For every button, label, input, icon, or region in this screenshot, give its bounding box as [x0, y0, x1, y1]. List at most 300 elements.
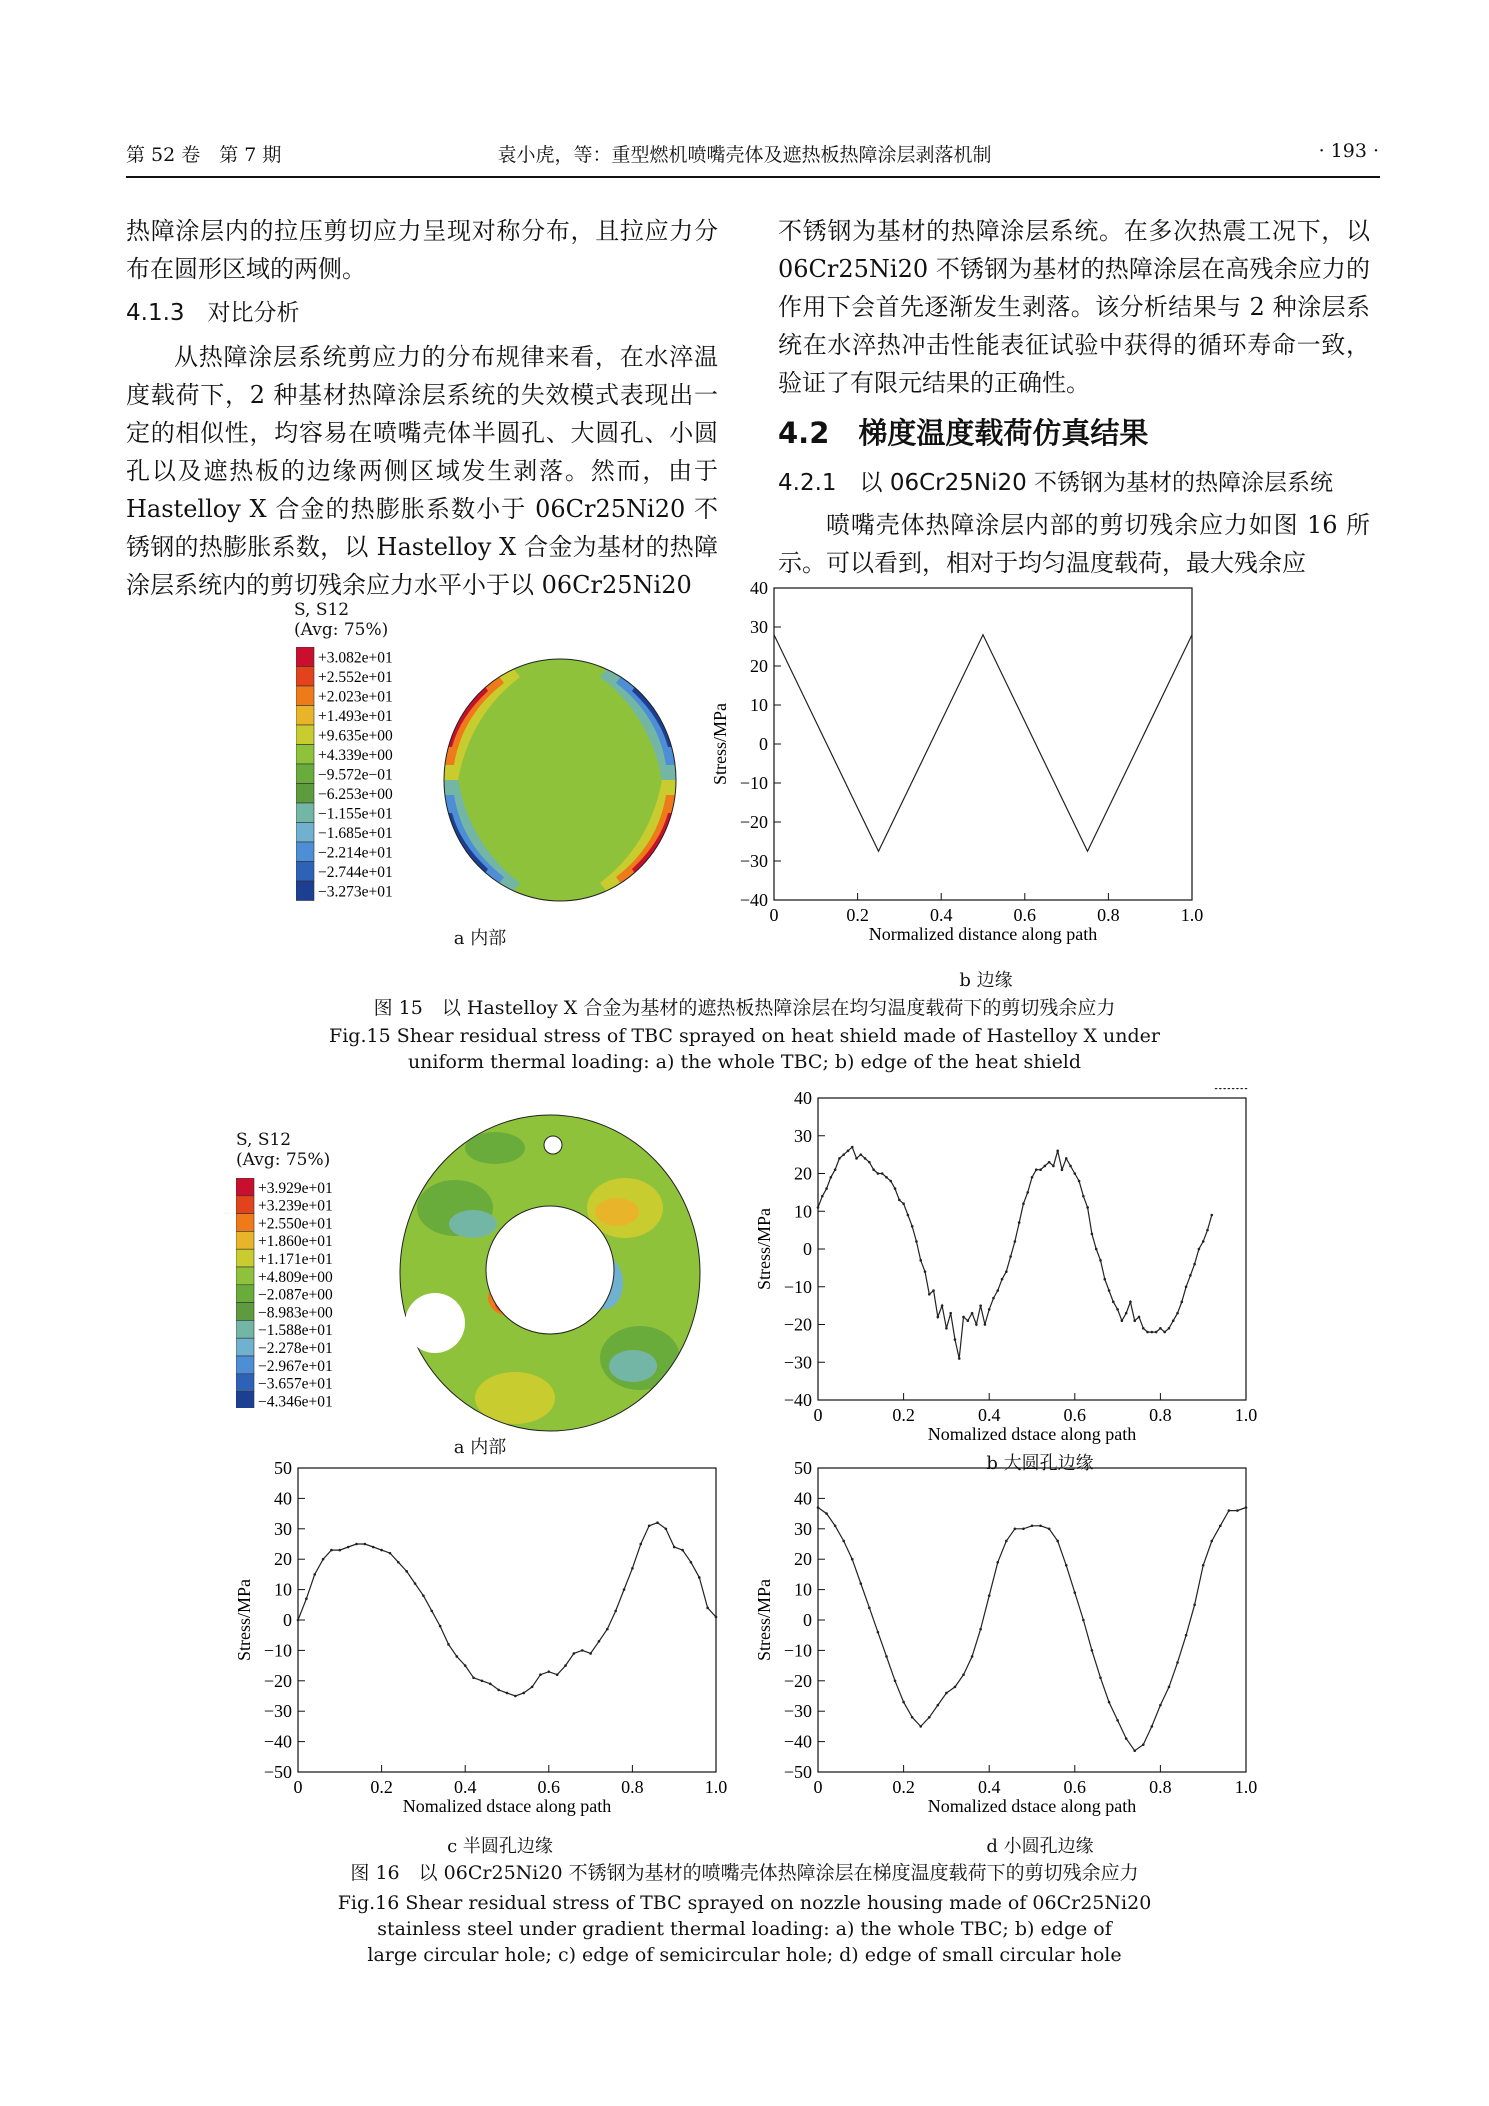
data-point	[949, 1312, 952, 1315]
y-tick-label: 40	[794, 1488, 812, 1509]
legend-swatch	[296, 842, 314, 862]
data-point	[902, 1701, 905, 1704]
legend-swatch	[296, 706, 314, 726]
legend-swatch	[236, 1196, 254, 1214]
data-point	[430, 1610, 433, 1613]
data-point	[531, 1686, 534, 1689]
y-tick-label: 10	[794, 1201, 812, 1222]
legend-value: +1.171e+01	[258, 1250, 333, 1268]
legend-swatch	[236, 1285, 254, 1303]
legend-swatch	[296, 725, 314, 745]
plot-frame	[818, 1098, 1246, 1400]
data-point	[958, 1357, 961, 1360]
legend-value: +3.239e+01	[258, 1197, 333, 1215]
data-point	[979, 1304, 982, 1307]
data-point	[1176, 1661, 1179, 1664]
data-point	[347, 1546, 350, 1549]
data-point	[825, 1512, 828, 1515]
legend-value: +4.339e+00	[318, 747, 393, 765]
data-point	[715, 1616, 718, 1619]
data-point	[1112, 1301, 1115, 1304]
data-point	[1091, 1649, 1094, 1652]
data-point	[838, 1157, 841, 1160]
legend-swatch	[296, 881, 314, 901]
data-point	[1129, 1301, 1132, 1304]
legend-value: −1.588e+01	[258, 1322, 333, 1340]
series-line	[818, 1508, 1246, 1751]
data-point	[548, 1670, 551, 1673]
data-point	[889, 1180, 892, 1183]
data-point	[1061, 1168, 1064, 1171]
x-tick-label: 0.2	[892, 1777, 915, 1797]
y-tick-label: 30	[750, 617, 768, 637]
fig15b-chart	[690, 582, 1230, 987]
data-point	[1014, 1528, 1017, 1531]
data-point	[1108, 1289, 1111, 1292]
data-point	[589, 1652, 592, 1655]
data-point	[945, 1692, 948, 1695]
fig15-caption-en-1: Fig.15 Shear residual stress of TBC sprayed on heat shield made of Hastelloy X under	[329, 1025, 1160, 1047]
x-axis-label: Normalized distance along path	[868, 924, 1098, 944]
data-point	[606, 1628, 609, 1631]
data-point	[1245, 1088, 1248, 1089]
y-tick-label: 30	[794, 1125, 812, 1146]
data-point	[681, 1549, 684, 1552]
x-tick-label: 0.6	[537, 1777, 561, 1797]
data-point	[1151, 1331, 1154, 1334]
data-point	[1052, 1165, 1055, 1168]
x-tick-label: 1.0	[1180, 905, 1204, 925]
y-tick-label: −10	[783, 1276, 812, 1297]
section-heading-4-2: 4.2 梯度温度载荷仿真结果	[778, 416, 1149, 450]
contour-patch	[609, 1350, 657, 1382]
data-point	[988, 1594, 991, 1597]
data-point	[1022, 1202, 1025, 1205]
data-point	[1210, 1540, 1213, 1543]
data-point	[1155, 1331, 1158, 1334]
fig16d-chart	[740, 1460, 1270, 1830]
section-heading-4-2-1: 4.2.1 以 06Cr25Ni20 不锈钢为基材的热障涂层系统	[778, 470, 1334, 496]
data-point	[1151, 1725, 1154, 1728]
data-point	[539, 1673, 542, 1676]
data-point	[842, 1540, 845, 1543]
data-point	[1026, 1191, 1029, 1194]
legend-value: −9.572e−01	[318, 766, 393, 784]
data-point	[397, 1561, 400, 1564]
y-axis-label: Stress/MPa	[234, 1578, 254, 1662]
data-point	[872, 1168, 875, 1171]
x-tick-label: 1.0	[1234, 1777, 1258, 1797]
data-point	[851, 1558, 854, 1561]
data-point	[1138, 1316, 1141, 1319]
data-point	[937, 1704, 940, 1707]
data-point	[988, 1308, 991, 1311]
contour-patch	[587, 1257, 623, 1309]
legend-value: +4.809e+00	[258, 1268, 333, 1286]
y-tick-label: 40	[274, 1488, 292, 1509]
legend-swatch	[236, 1356, 254, 1374]
y-tick-label: 20	[794, 1549, 812, 1570]
legend-swatch	[296, 647, 314, 667]
data-point	[1185, 1285, 1188, 1288]
data-point	[979, 1628, 982, 1631]
data-point	[941, 1304, 944, 1307]
legend-value: +9.635e+00	[318, 727, 393, 745]
data-point	[821, 1195, 824, 1198]
data-point	[954, 1686, 957, 1689]
legend-value: −3.657e+01	[258, 1375, 333, 1393]
data-point	[1069, 1165, 1072, 1168]
y-tick-label: −50	[263, 1762, 292, 1782]
data-point	[1022, 1528, 1025, 1531]
legend-swatch	[236, 1338, 254, 1356]
legend-value: −6.253e+00	[318, 786, 393, 804]
data-point	[1018, 1221, 1021, 1224]
legend-value: +2.550e+01	[258, 1215, 333, 1233]
paragraph: 热障涂层内的拉压剪切应力呈现对称分布，且拉应力分布在圆形区域的两侧。	[126, 217, 718, 283]
data-point	[1116, 1719, 1119, 1722]
data-point	[1074, 1591, 1077, 1594]
data-point	[1078, 1180, 1081, 1183]
data-point	[623, 1588, 626, 1591]
data-point	[1031, 1176, 1034, 1179]
data-point	[1001, 1278, 1004, 1281]
header-volume: 第 52 卷 第 7 期	[126, 144, 282, 166]
data-point	[456, 1655, 459, 1658]
data-point	[1146, 1331, 1149, 1334]
data-point	[673, 1546, 676, 1549]
contour-patch	[595, 1198, 639, 1226]
data-point	[372, 1546, 375, 1549]
data-point	[1142, 1327, 1145, 1330]
data-point	[928, 1716, 931, 1719]
x-tick-label: 0.6	[1063, 1777, 1087, 1797]
legend-value: −2.744e+01	[318, 864, 393, 882]
fig15-label-b: b 边缘	[959, 970, 1013, 991]
data-point	[339, 1549, 342, 1552]
data-point	[297, 1619, 300, 1622]
fig16-label-a: a 内部	[453, 1437, 507, 1458]
data-point	[573, 1652, 576, 1655]
x-tick-label: 0.6	[1063, 1405, 1087, 1425]
data-point	[1082, 1195, 1085, 1198]
header-title: 袁小虎，等：重型燃机喷嘴壳体及遮热板热障涂层剥落机制	[497, 144, 992, 166]
paragraph: 不锈钢为基材的热障涂层系统。在多次热震工况下，以 06Cr25Ni20 不锈钢为基材的热障涂层在高残余应力的作用下会首先逐渐发生剥落。该分析结果与 2 种涂层系统在水淬热冲击性能表征试验中获得的循环寿命一致，验证了有限元结果的正确性。	[778, 217, 1370, 397]
fig16-label-b: b 大圆孔边缘	[986, 1453, 1094, 1474]
data-point	[1005, 1540, 1008, 1543]
data-point	[1202, 1240, 1205, 1243]
data-point	[1039, 1168, 1042, 1171]
x-tick-label: 0	[813, 1405, 823, 1425]
x-axis-label: Nomalized dstace along path	[402, 1796, 612, 1816]
x-tick-label: 0.8	[1097, 905, 1120, 925]
y-tick-label: −40	[783, 1390, 812, 1410]
y-tick-label: −10	[739, 773, 768, 793]
data-point	[1159, 1327, 1162, 1330]
data-point	[631, 1567, 634, 1570]
fig16-caption-en-1: Fig.16 Shear residual stress of TBC sprayed on nozzle housing made of 06Cr25Ni20	[337, 1892, 1152, 1914]
data-point	[665, 1528, 668, 1531]
y-tick-label: −20	[739, 812, 768, 832]
data-point	[522, 1692, 525, 1695]
data-point	[860, 1153, 863, 1156]
legend-avg: (Avg: 75%)	[294, 620, 389, 640]
y-tick-label: −10	[783, 1640, 812, 1661]
x-tick-label: 0	[769, 905, 779, 925]
y-tick-label: −30	[739, 851, 768, 871]
paragraph: 从热障涂层系统剪应力的分布规律来看，在水淬温度载荷下，2 种基材热障涂层系统的失效模式表现出一定的相似性，均容易在喷嘴壳体半圆孔、大圆孔、小圆孔以及遮热板的边缘两侧区域发生剥落。然而，由于 Hastelloy X 合金的热膨胀系数小于 06Cr25Ni20 不锈钢的热膨胀系数，以 Hastelloy X 合金为基材的热障涂层系统内的剪切残余应力水平小于以 06Cr25Ni20	[126, 343, 718, 599]
data-point	[924, 1270, 927, 1273]
fig15-contour-disc	[440, 655, 680, 905]
data-point	[885, 1655, 888, 1658]
data-point	[881, 1172, 884, 1175]
data-point	[1198, 1248, 1201, 1251]
data-point	[1082, 1619, 1085, 1622]
data-point	[984, 1323, 987, 1326]
fig16c-chart	[220, 1460, 750, 1830]
data-point	[1009, 1255, 1012, 1258]
legend-value: −2.214e+01	[318, 844, 393, 862]
header-rule	[126, 176, 1380, 178]
header-page-number: · 193 ·	[1318, 140, 1379, 162]
data-point	[1142, 1743, 1145, 1746]
legend-swatch	[236, 1392, 254, 1408]
data-point	[1210, 1214, 1213, 1217]
fig16-caption-en-2: stainless steel under gradient thermal loading: a) the whole TBC; b) edge of	[377, 1918, 1112, 1940]
fig16-caption-cn: 图 16 以 06Cr25Ni20 不锈钢为基材的喷嘴壳体热障涂层在梯度温度载荷下的剪切残余应力	[350, 1862, 1139, 1884]
y-tick-label: 10	[794, 1579, 812, 1600]
legend-swatch	[296, 686, 314, 706]
data-point	[564, 1664, 567, 1667]
section-heading-4-1-3: 4.1.3 对比分析	[126, 300, 300, 326]
fig15-legend-title	[294, 600, 388, 640]
x-tick-label: 1.0	[704, 1777, 728, 1797]
y-tick-label: −20	[783, 1314, 812, 1335]
legend-title: S, S12	[294, 600, 350, 620]
legend-swatch	[296, 803, 314, 823]
data-point	[581, 1649, 584, 1652]
data-point	[851, 1146, 854, 1149]
y-tick-label: −30	[783, 1352, 812, 1373]
data-point	[355, 1543, 358, 1546]
data-point	[464, 1664, 467, 1667]
contour-patch	[495, 1295, 519, 1313]
data-point	[1056, 1150, 1059, 1153]
data-point	[639, 1543, 642, 1546]
y-tick-label: −10	[263, 1640, 292, 1661]
data-point	[1219, 1524, 1222, 1527]
fig16-legend-title	[236, 1130, 330, 1170]
legend-swatch	[296, 667, 314, 687]
data-point	[1240, 1088, 1243, 1089]
data-point	[1014, 1240, 1017, 1243]
data-point	[945, 1327, 948, 1330]
x-axis-label: Nomalized dstace along path	[927, 1796, 1137, 1816]
legend-value: −2.967e+01	[258, 1357, 333, 1375]
legend-swatch	[236, 1267, 254, 1285]
legend-value: +1.860e+01	[258, 1233, 333, 1251]
data-point	[954, 1338, 957, 1341]
data-point	[1228, 1088, 1231, 1089]
x-tick-label: 0.4	[977, 1777, 1001, 1797]
data-point	[847, 1150, 850, 1153]
data-point	[1086, 1206, 1089, 1209]
y-tick-label: 20	[750, 656, 768, 676]
fig16-label-c: c 半圆孔边缘	[447, 1836, 553, 1857]
legend-value: +2.023e+01	[318, 688, 393, 706]
data-point	[1189, 1274, 1192, 1277]
data-point	[911, 1716, 914, 1719]
data-point	[698, 1576, 701, 1579]
legend-swatch	[236, 1178, 254, 1196]
data-point	[894, 1187, 897, 1190]
y-tick-label: −30	[263, 1701, 292, 1722]
x-tick-label: 0.4	[977, 1405, 1001, 1425]
legend-swatch	[236, 1214, 254, 1232]
y-tick-label: −40	[783, 1731, 812, 1752]
data-point	[877, 1631, 880, 1634]
legend-value: −1.685e+01	[318, 825, 393, 843]
y-tick-label: 10	[274, 1579, 292, 1600]
x-tick-label: 0	[293, 1777, 303, 1797]
fig16-contour-annulus	[395, 1108, 705, 1438]
data-point	[364, 1543, 367, 1546]
legend-value: −3.273e+01	[318, 883, 393, 901]
data-point	[937, 1316, 940, 1319]
data-point	[447, 1643, 450, 1646]
series-line	[818, 1147, 1212, 1358]
data-point	[915, 1240, 918, 1243]
data-point	[1163, 1331, 1166, 1334]
y-tick-label: 30	[794, 1518, 812, 1539]
data-point	[830, 1176, 833, 1179]
data-point	[706, 1607, 709, 1610]
data-point	[932, 1289, 935, 1292]
data-point	[1228, 1509, 1231, 1512]
y-tick-label: 0	[803, 1239, 812, 1259]
y-tick-label: −50	[783, 1762, 812, 1782]
data-point	[902, 1202, 905, 1205]
legend-swatch	[236, 1374, 254, 1392]
data-point	[1044, 1165, 1047, 1168]
data-point	[1108, 1701, 1111, 1704]
legend-swatch	[236, 1231, 254, 1249]
fig16-caption-en-3: large circular hole; c) edge of semicircular hole; d) edge of small circular hole	[367, 1944, 1122, 1966]
data-point	[992, 1297, 995, 1300]
y-tick-label: 20	[274, 1549, 292, 1570]
data-point	[405, 1570, 408, 1573]
data-point	[1176, 1312, 1179, 1315]
data-point	[868, 1161, 871, 1164]
x-tick-label: 0.4	[453, 1777, 477, 1797]
data-point	[380, 1549, 383, 1552]
data-point	[481, 1680, 484, 1683]
data-point	[825, 1187, 828, 1190]
right-column	[778, 212, 1370, 582]
plot-frame	[818, 1468, 1246, 1772]
data-point	[1125, 1737, 1128, 1740]
data-point	[877, 1172, 880, 1175]
data-point	[514, 1695, 517, 1698]
data-point	[1048, 1161, 1051, 1164]
contour-patch	[449, 1210, 497, 1238]
data-point	[975, 1323, 978, 1326]
data-point	[305, 1597, 308, 1600]
x-tick-label: 0.6	[1013, 905, 1037, 925]
x-axis-label: Nomalized dstace along path	[927, 1424, 1137, 1444]
data-point	[996, 1289, 999, 1292]
x-tick-label: 1.0	[1234, 1405, 1258, 1425]
data-point	[1121, 1319, 1124, 1322]
data-point	[1236, 1088, 1239, 1089]
data-point	[834, 1524, 837, 1527]
data-point	[1005, 1270, 1008, 1273]
legend-value: −2.278e+01	[258, 1339, 333, 1357]
data-point	[1172, 1319, 1175, 1322]
legend-swatch	[296, 764, 314, 784]
data-point	[1181, 1301, 1184, 1304]
fig15-label-a: a 内部	[453, 928, 507, 949]
data-point	[1236, 1509, 1239, 1512]
data-point	[834, 1168, 837, 1171]
data-point	[1185, 1634, 1188, 1637]
legend-avg: (Avg: 75%)	[236, 1150, 331, 1170]
data-point	[439, 1625, 442, 1628]
data-point	[1103, 1278, 1106, 1281]
x-tick-label: 0.2	[370, 1777, 393, 1797]
legend-swatch	[296, 784, 314, 804]
paragraph: 喷嘴壳体热障涂层内部的剪切残余应力如图 16 所示。可以看到，相对于均匀温度载荷，最大残余应	[778, 511, 1370, 577]
data-point	[1193, 1604, 1196, 1607]
data-point	[860, 1582, 863, 1585]
data-point	[1159, 1704, 1162, 1707]
x-tick-label: 0.8	[621, 1777, 644, 1797]
legend-swatch	[296, 862, 314, 882]
data-point	[614, 1610, 617, 1613]
data-point	[690, 1561, 693, 1564]
data-point	[598, 1640, 601, 1643]
y-tick-label: 50	[794, 1460, 812, 1478]
fig15-caption-cn: 图 15 以 Hastelloy X 合金为基材的遮热板热障涂层在均匀温度载荷下的剪切残余应力	[373, 997, 1116, 1019]
data-point	[1099, 1676, 1102, 1679]
legend-title: S, S12	[236, 1130, 292, 1150]
data-point	[962, 1316, 965, 1319]
y-tick-label: 50	[274, 1460, 292, 1478]
data-point	[911, 1225, 914, 1228]
data-point	[971, 1312, 974, 1315]
data-point	[389, 1552, 392, 1555]
data-point	[996, 1561, 999, 1564]
y-tick-label: −20	[263, 1670, 292, 1691]
y-tick-label: 0	[759, 734, 768, 754]
y-tick-label: −30	[783, 1701, 812, 1722]
data-point	[1065, 1564, 1068, 1567]
data-point	[817, 1206, 820, 1209]
y-axis-label: Stress/MPa	[754, 1207, 774, 1291]
y-axis-label: Stress/MPa	[754, 1578, 774, 1662]
data-point	[330, 1549, 333, 1552]
data-point	[1193, 1263, 1196, 1266]
legend-value: −4.346e+01	[258, 1393, 333, 1408]
data-point	[1074, 1172, 1077, 1175]
data-point	[1095, 1248, 1098, 1251]
data-point	[817, 1506, 820, 1509]
data-point	[1056, 1540, 1059, 1543]
data-point	[656, 1521, 659, 1524]
y-tick-label: −40	[263, 1731, 292, 1752]
series-line	[774, 635, 1192, 852]
x-tick-label: 0.8	[1149, 1405, 1172, 1425]
